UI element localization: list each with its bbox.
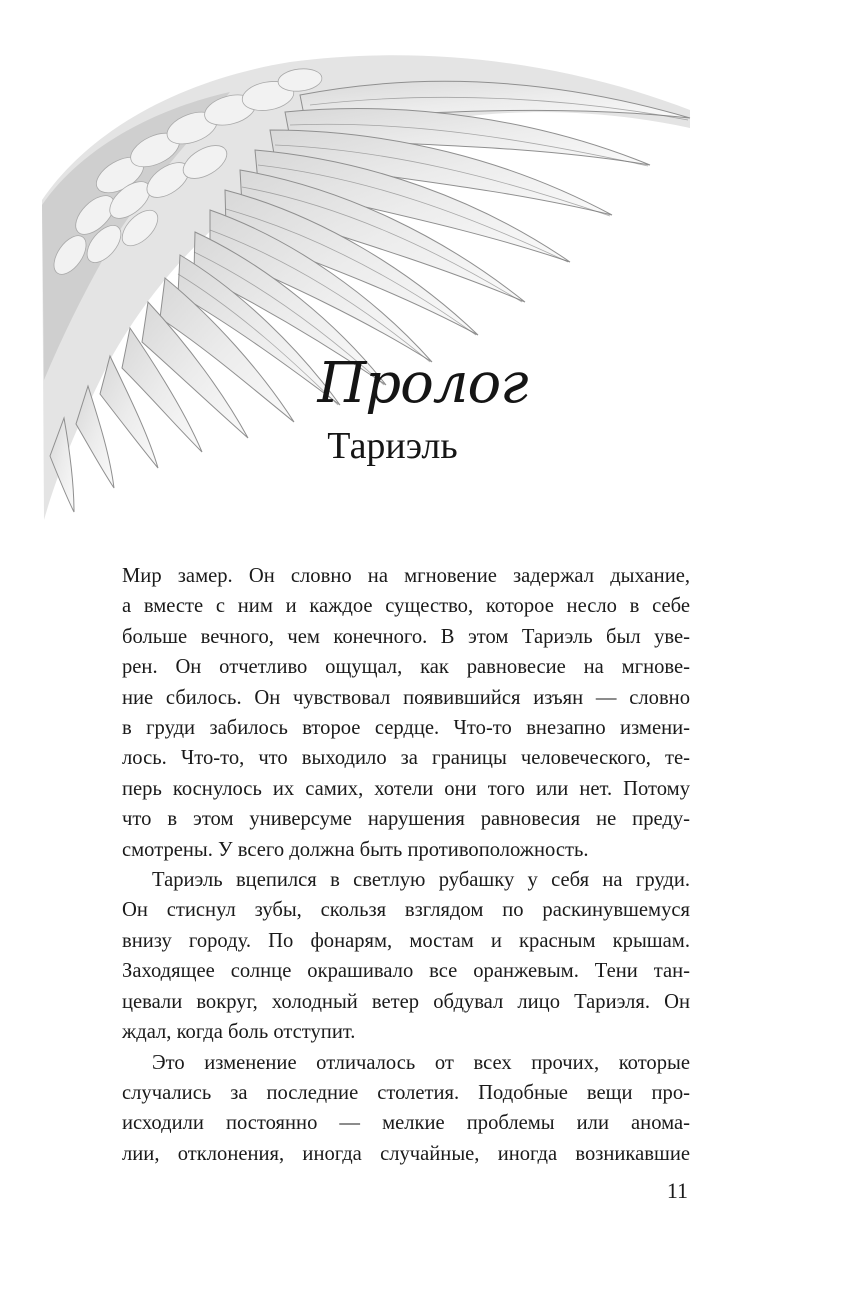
text-line: внизу городу. По фонарям, мостам и красным крышам. bbox=[122, 929, 690, 952]
chapter-subtitle: Тариэль bbox=[327, 425, 458, 467]
text-line: Он стиснул зубы, скользя взглядом по раскинувшемуся bbox=[122, 899, 690, 922]
text-line: рен. Он отчетливо ощущал, как равновесие на мгнове- bbox=[122, 656, 690, 679]
text-line: исходили постоянно — мелкие проблемы или анома- bbox=[122, 1112, 690, 1135]
paragraph bbox=[122, 561, 690, 865]
text-line: смотрены. У всего должна быть противоположность. bbox=[122, 838, 589, 861]
text-line: больше вечного, чем конечного. В этом Тариэль был уве- bbox=[122, 625, 690, 648]
text-line: перь коснулось их самих, хотели они того или нет. Потому bbox=[122, 777, 690, 800]
text-line: ждал, когда боль отступит. bbox=[122, 1021, 356, 1044]
paragraph bbox=[122, 1048, 690, 1170]
text-line: цевали вокруг, холодный ветер обдувал лицо Тариэля. Он bbox=[122, 990, 690, 1013]
text-line: а вместе с ним и каждое существо, которое несло в себе bbox=[122, 595, 690, 618]
text-line: лось. Что-то, что выходило за границы человеческого, те- bbox=[122, 747, 690, 770]
text-line: случались за последние столетия. Подобные вещи про- bbox=[122, 1081, 690, 1104]
text-line: Это изменение отличалось от всех прочих, которые bbox=[152, 1051, 690, 1074]
text-line: Заходящее солнце окрашивало все оранжевым. Тени тан- bbox=[122, 960, 690, 983]
chapter-title: Пролог bbox=[317, 351, 528, 416]
text-line: Мир замер. Он словно на мгновение задержал дыхание, bbox=[122, 565, 690, 587]
text-line: лии, отклонения, иногда случайные, иногда возникавшие bbox=[122, 1142, 690, 1165]
page-number: 11 bbox=[666, 1178, 688, 1203]
text-line: в груди забилось второе сердце. Что-то внезапно измени- bbox=[122, 717, 690, 740]
text-line: ние сбилось. Он чувствовал появившийся изъян — словно bbox=[122, 686, 690, 709]
body-text bbox=[122, 561, 690, 1169]
paragraph bbox=[122, 865, 690, 1047]
text-line: что в этом универсуме нарушения равновесия не преду- bbox=[122, 808, 690, 831]
text-line: Тариэль вцепился в светлую рубашку у себя на груди. bbox=[152, 869, 690, 892]
